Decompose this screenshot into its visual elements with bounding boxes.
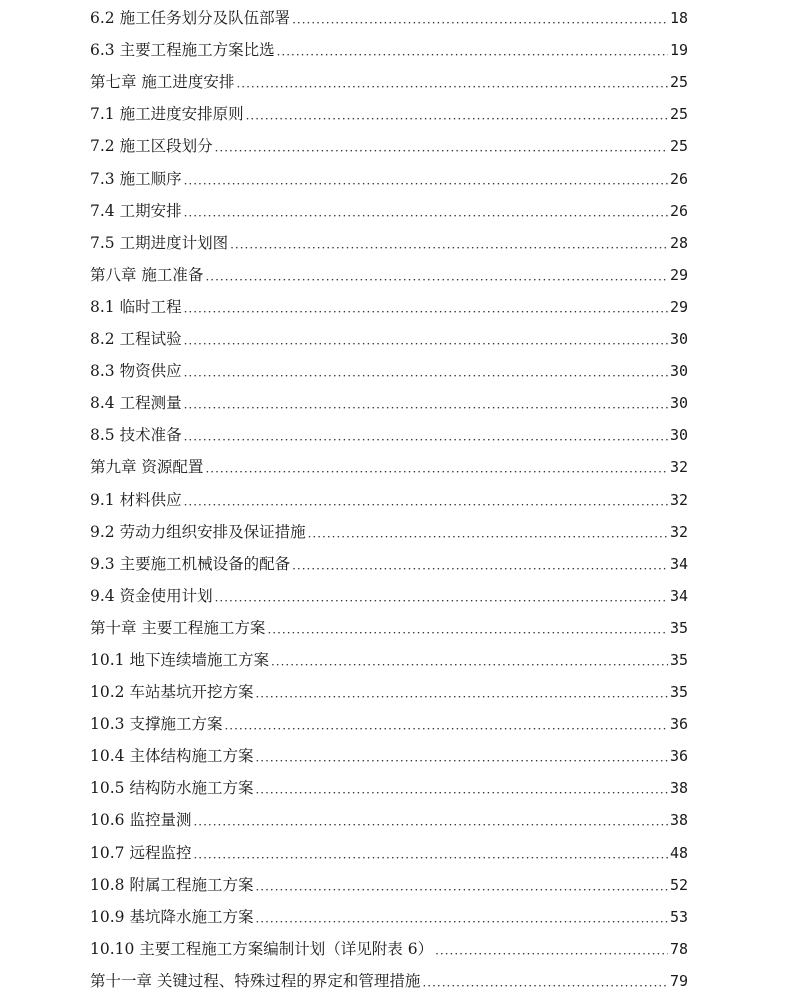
toc-entry-title: 9.2 劳动力组织安排及保证措施 [90,522,306,541]
toc-entry-page-number: 48 [669,843,688,862]
toc-entry-title: 6.3 主要工程施工方案比选 [90,41,275,60]
toc-entry-page-number: 38 [669,811,688,830]
toc-entry-page-number: 38 [669,779,688,798]
toc-entry-title: 10.5 结构防水施工方案 [90,779,254,798]
toc-dot-leader [193,837,667,869]
toc-entry-page-number: 29 [669,297,688,316]
table-of-contents [90,2,688,997]
toc-entry-page-number: 30 [669,394,688,413]
toc-dot-leader [435,933,668,965]
toc-entry-page-number: 53 [669,907,688,926]
toc-entry[interactable] [90,836,688,868]
toc-entry-page-number: 28 [669,233,688,252]
toc-entry-page-number: 26 [669,169,688,188]
toc-dot-leader [184,484,668,516]
toc-entry-page-number: 34 [669,554,688,573]
toc-dot-leader [277,34,668,66]
toc-entry-title: 7.4 工期安排 [90,201,182,220]
toc-entry-title: 7.2 施工区段划分 [90,137,213,156]
toc-dot-leader [422,965,668,997]
toc-entry-title: 8.1 临时工程 [90,297,182,316]
toc-entry-title: 7.3 施工顺序 [90,169,182,188]
toc-dot-leader [184,195,668,227]
toc-dot-leader [224,708,667,740]
toc-entry-page-number: 35 [669,683,688,702]
toc-entry[interactable] [90,804,688,836]
toc-entry-page-number: 25 [669,73,688,92]
toc-entry-title: 10.7 远程监控 [90,843,192,862]
toc-entry-title: 10.6 监控量测 [90,811,192,830]
toc-dot-leader [205,259,668,291]
toc-entry-page-number: 26 [669,201,688,220]
toc-entry[interactable] [90,869,688,901]
toc-entry-page-number: 30 [669,426,688,445]
toc-dot-leader [184,291,668,323]
toc-dot-leader [292,2,668,34]
toc-entry[interactable] [90,516,688,548]
toc-entry[interactable] [90,323,688,355]
toc-dot-leader [255,772,667,804]
toc-entry[interactable] [90,291,688,323]
toc-entry[interactable] [90,965,688,997]
toc-entry-title: 10.3 支撑施工方案 [90,715,223,734]
toc-dot-leader [184,323,668,355]
toc-dot-leader [271,644,668,676]
toc-entry-page-number: 36 [669,747,688,766]
toc-dot-leader [255,676,667,708]
toc-entry-title: 8.5 技术准备 [90,426,182,445]
toc-dot-leader [184,419,668,451]
toc-entry[interactable] [90,451,688,483]
toc-entry[interactable] [90,195,688,227]
toc-entry-title: 10.10 主要工程施工方案编制计划（详见附表 6） [90,939,434,958]
toc-entry-title: 9.4 资金使用计划 [90,586,213,605]
toc-entry-title: 8.4 工程测量 [90,394,182,413]
toc-dot-leader [308,516,668,548]
toc-entry-page-number: 30 [669,362,688,381]
toc-entry-title: 7.5 工期进度计划图 [90,233,229,252]
toc-entry-title: 10.9 基坑降水施工方案 [90,907,254,926]
toc-dot-leader [215,130,668,162]
toc-dot-leader [267,612,668,644]
toc-entry[interactable] [90,66,688,98]
toc-dot-leader [292,548,668,580]
toc-dot-leader [236,66,668,98]
toc-entry-title: 第九章 资源配置 [90,458,204,477]
toc-entry-title: 10.2 车站基坑开挖方案 [90,683,254,702]
toc-dot-leader [184,355,668,387]
toc-entry-title: 10.8 附属工程施工方案 [90,875,254,894]
toc-entry-title: 7.1 施工进度安排原则 [90,105,244,124]
toc-entry-page-number: 32 [669,458,688,477]
toc-dot-leader [255,869,667,901]
toc-entry-page-number: 34 [669,586,688,605]
toc-entry[interactable] [90,772,688,804]
toc-dot-leader [184,387,668,419]
toc-entry-title: 8.2 工程试验 [90,330,182,349]
toc-entry-title: 9.1 材料供应 [90,490,182,509]
toc-entry-page-number: 32 [669,522,688,541]
toc-entry-page-number: 52 [669,875,688,894]
toc-entry[interactable] [90,419,688,451]
toc-entry[interactable] [90,740,688,772]
toc-entry[interactable] [90,901,688,933]
toc-entry-title: 第十一章 关键过程、特殊过程的界定和管理措施 [90,971,421,990]
toc-entry-title: 第八章 施工准备 [90,265,204,284]
toc-entry[interactable] [90,259,688,291]
toc-entry-title: 6.2 施工任务划分及队伍部署 [90,9,291,28]
toc-entry-title: 第十章 主要工程施工方案 [90,618,266,637]
toc-entry[interactable] [90,676,688,708]
toc-entry-title: 8.3 物资供应 [90,362,182,381]
toc-entry-page-number: 25 [669,105,688,124]
toc-entry-page-number: 19 [669,41,688,60]
toc-entry-title: 9.3 主要施工机械设备的配备 [90,554,291,573]
toc-entry-page-number: 18 [669,9,688,28]
toc-dot-leader [215,580,668,612]
toc-entry[interactable] [90,34,688,66]
toc-entry[interactable] [90,612,688,644]
toc-entry[interactable] [90,130,688,162]
toc-entry-title: 10.4 主体结构施工方案 [90,747,254,766]
toc-entry[interactable] [90,2,688,34]
toc-entry-page-number: 25 [669,137,688,156]
toc-dot-leader [184,163,668,195]
toc-entry-page-number: 35 [669,618,688,637]
toc-entry-title: 10.1 地下连续墙施工方案 [90,650,269,669]
toc-entry[interactable] [90,933,688,965]
toc-entry-page-number: 29 [669,265,688,284]
toc-entry-page-number: 30 [669,330,688,349]
toc-entry-page-number: 32 [669,490,688,509]
toc-entry[interactable] [90,580,688,612]
toc-entry[interactable] [90,227,688,259]
toc-entry[interactable] [90,98,688,130]
toc-entry-page-number: 78 [669,939,688,958]
toc-dot-leader [230,227,668,259]
toc-dot-leader [193,804,667,836]
toc-entry[interactable] [90,644,688,676]
toc-entry[interactable] [90,708,688,740]
toc-dot-leader [255,901,667,933]
toc-entry[interactable] [90,483,688,515]
toc-entry[interactable] [90,162,688,194]
toc-entry[interactable] [90,355,688,387]
toc-dot-leader [205,451,668,483]
toc-dot-leader [246,98,668,130]
toc-entry[interactable] [90,548,688,580]
toc-entry-page-number: 79 [669,971,688,990]
toc-entry-page-number: 36 [669,715,688,734]
toc-entry[interactable] [90,387,688,419]
toc-dot-leader [255,740,667,772]
toc-entry-title: 第七章 施工进度安排 [90,73,235,92]
toc-entry-page-number: 35 [669,650,688,669]
